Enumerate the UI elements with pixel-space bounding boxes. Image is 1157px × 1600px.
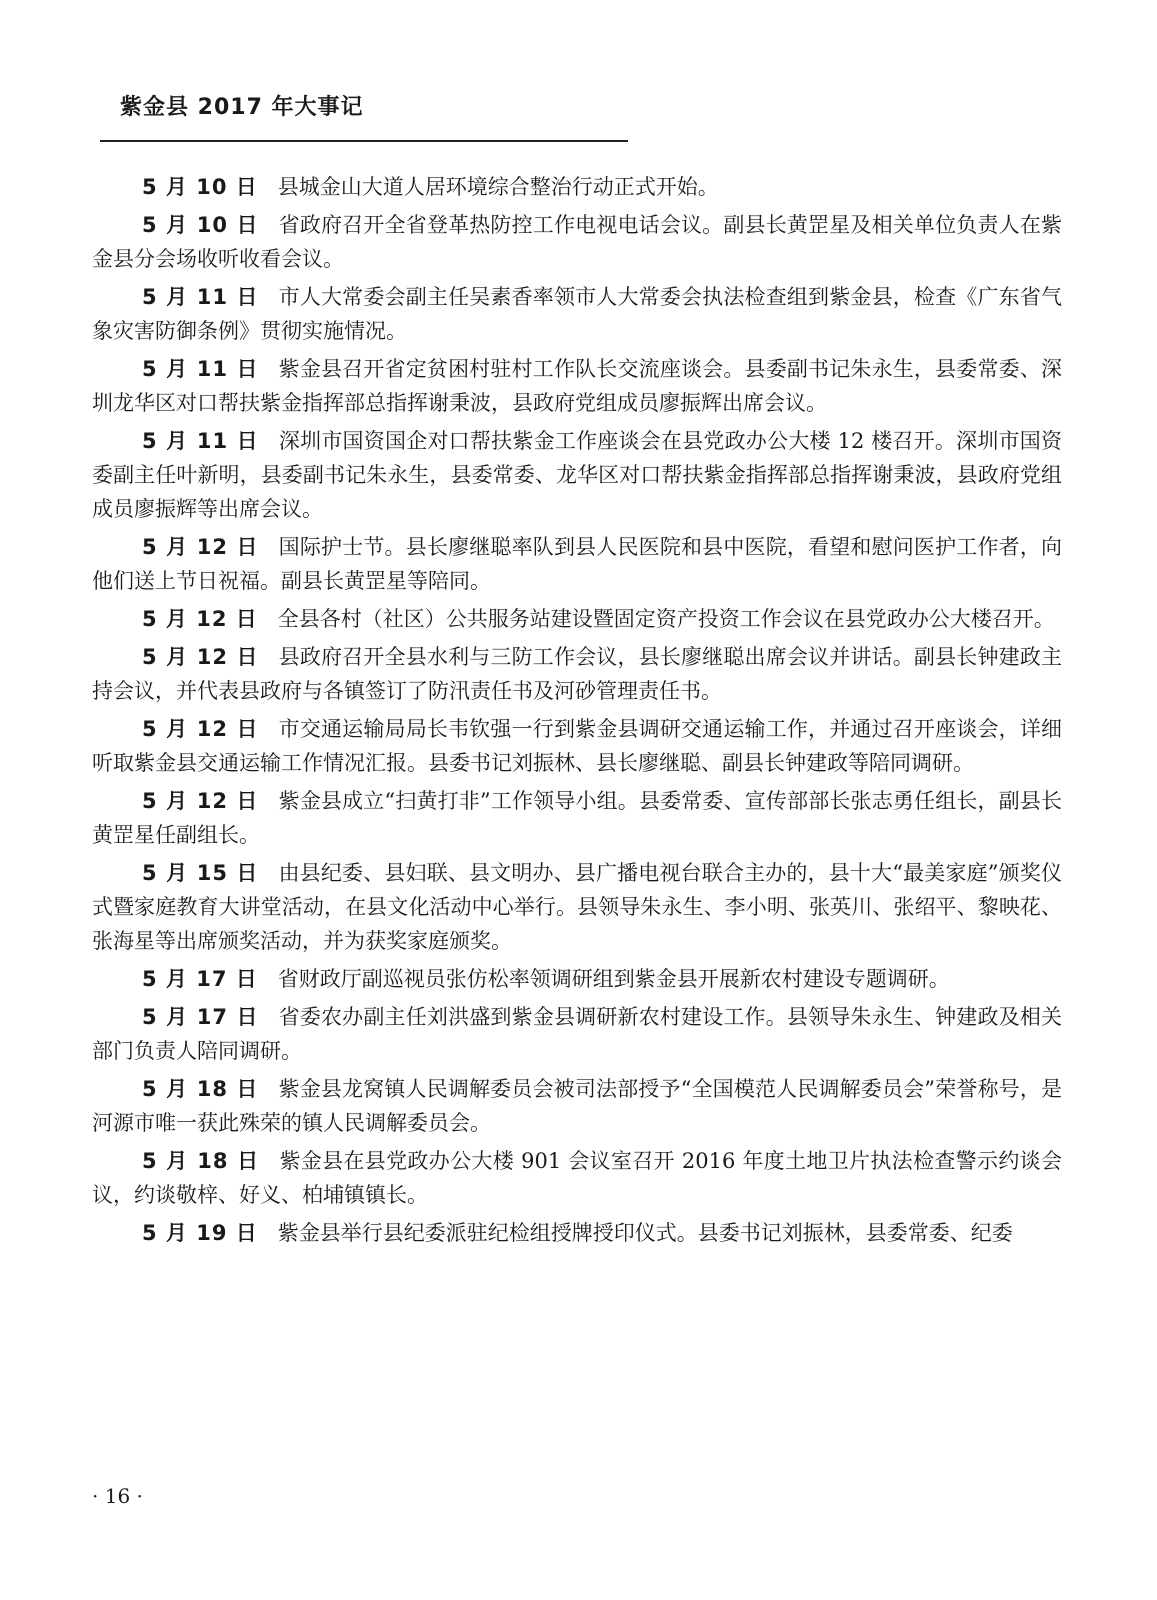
page-header [100,84,628,144]
event-entry [92,1144,1062,1212]
event-entry [92,280,1062,348]
event-date: 5 月 10 日 [142,175,258,199]
event-text: 省财政厅副巡视员张仿松率领调研组到紫金县开展新农村建设专题调研。 [277,967,950,991]
event-entry [92,712,1062,780]
header-rule [100,140,628,142]
event-entry [92,208,1062,276]
event-text: 紫金县龙窝镇人民调解委员会被司法部授予“全国模范人民调解委员会”荣誉称号，是河源市唯一获此殊荣的镇人民调解委员会。 [92,1077,1062,1135]
event-entry [92,602,1062,636]
event-entry [92,352,1062,420]
event-date: 5 月 18 日 [142,1077,259,1101]
page-number: · 16 · [92,1484,143,1508]
event-entry [92,424,1062,526]
event-text: 深圳市国资国企对口帮扶紫金工作座谈会在县党政办公大楼 12 楼召开。深圳市国资委副主任叶新明，县委副书记朱永生，县委常委、龙华区对口帮扶紫金指挥部总指挥谢秉波，县政府党组成员廖振辉等出席会议。 [92,429,1062,521]
event-date: 5 月 17 日 [142,1005,259,1029]
event-text: 紫金县在县党政办公大楼 901 会议室召开 2016 年度土地卫片执法检查警示约谈会议，约谈敬梓、好义、柏埔镇镇长。 [92,1149,1062,1207]
event-entry [92,962,1062,996]
event-text: 紫金县成立“扫黄打非”工作领导小组。县委常委、宣传部部长张志勇任组长，副县长黄罡星任副组长。 [92,789,1062,847]
event-entry [92,784,1062,852]
event-date: 5 月 11 日 [142,357,259,381]
event-text: 县城金山大道人居环境综合整治行动正式开始。 [277,175,719,199]
event-text: 全县各村（社区）公共服务站建设暨固定资产投资工作会议在县党政办公大楼召开。 [277,607,1055,631]
event-text: 紫金县举行县纪委派驻纪检组授牌授印仪式。县委书记刘振林，县委常委、纪委 [277,1221,1013,1245]
event-entry [92,1216,1062,1250]
event-entry [92,170,1062,204]
event-entry [92,530,1062,598]
event-date: 5 月 12 日 [142,789,259,813]
event-entry [92,856,1062,958]
event-date: 5 月 15 日 [142,861,259,885]
event-date: 5 月 19 日 [142,1221,258,1245]
event-text: 由县纪委、县妇联、县文明办、县广播电视台联合主办的，县十大“最美家庭”颁奖仪式暨家庭教育大讲堂活动，在县文化活动中心举行。县领导朱永生、李小明、张英川、张绍平、黎映花、张海星等出席颁奖活动，并为获奖家庭颁奖。 [92,861,1062,953]
event-list [92,170,1062,1254]
event-date: 5 月 12 日 [142,607,258,631]
event-date: 5 月 12 日 [142,717,259,741]
event-text: 紫金县召开省定贫困村驻村工作队长交流座谈会。县委副书记朱永生，县委常委、深圳龙华区对口帮扶紫金指挥部总指挥谢秉波，县政府党组成员廖振辉出席会议。 [92,357,1062,415]
event-date: 5 月 18 日 [142,1149,260,1173]
running-title: 紫金县 2017 年大事记 [120,95,364,120]
event-date: 5 月 11 日 [142,429,259,453]
event-date: 5 月 12 日 [142,645,259,669]
event-text: 县政府召开全县水利与三防工作会议，县长廖继聪出席会议并讲话。副县长钟建政主持会议，并代表县政府与各镇签订了防汛责任书及河砂管理责任书。 [92,645,1062,703]
event-entry [92,1072,1062,1140]
event-date: 5 月 11 日 [142,285,259,309]
event-entry [92,640,1062,708]
event-text: 国际护士节。县长廖继聪率队到县人民医院和县中医院，看望和慰问医护工作者，向他们送上节日祝福。副县长黄罡星等陪同。 [92,535,1062,593]
event-date: 5 月 17 日 [142,967,258,991]
event-entry [92,1000,1062,1068]
event-text: 市人大常委会副主任吴素香率领市人大常委会执法检查组到紫金县，检查《广东省气象灾害防御条例》贯彻实施情况。 [92,285,1062,343]
event-text: 省委农办副主任刘洪盛到紫金县调研新农村建设工作。县领导朱永生、钟建政及相关部门负责人陪同调研。 [92,1005,1062,1063]
event-text: 省政府召开全省登革热防控工作电视电话会议。副县长黄罡星及相关单位负责人在紫金县分会场收听收看会议。 [92,213,1062,271]
event-date: 5 月 12 日 [142,535,259,559]
event-text: 市交通运输局局长韦钦强一行到紫金县调研交通运输工作，并通过召开座谈会，详细听取紫金县交通运输工作情况汇报。县委书记刘振林、县长廖继聪、副县长钟建政等陪同调研。 [92,717,1062,775]
event-date: 5 月 10 日 [142,213,259,237]
